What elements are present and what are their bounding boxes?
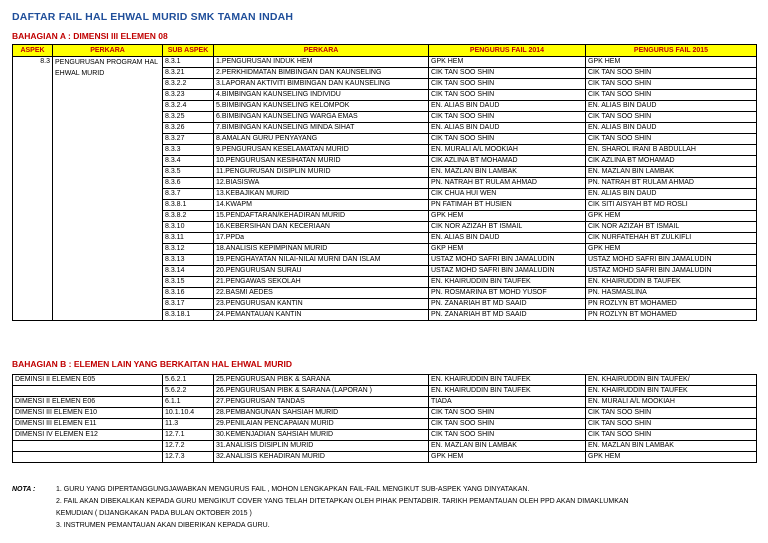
pengurus-2014-cell: USTAZ MOHD SAFRI BIN JAMALUDIN (429, 266, 586, 277)
perkara-detail-cell: 5.BIMBINGAN KAUNSELING KELOMPOK (214, 101, 429, 112)
header-aspek: ASPEK (13, 45, 53, 57)
sub-aspek-cell: 5.6.2.2 (163, 386, 214, 397)
perkara-detail-cell: 21.PENGAWAS SEKOLAH (214, 277, 429, 288)
pengurus-2014-cell: EN. ALIAS BIN DAUD (429, 101, 586, 112)
perkara-detail-cell: 10.PENGURUSAN KESIHATAN MURID (214, 156, 429, 167)
pengurus-2015-cell: USTAZ MOHD SAFRI BIN JAMALUDIN (586, 255, 757, 266)
section-a-rows (13, 57, 757, 321)
pengurus-2015-cell: GPK HEM (586, 452, 757, 463)
pengurus-2015-cell: CIK TAN SOO SHIN (586, 79, 757, 90)
pengurus-2014-cell: GKP HEM (429, 244, 586, 255)
sub-aspek-cell: 8.3.6 (163, 178, 214, 189)
perkara-detail-cell: 12.BIASISWA (214, 178, 429, 189)
sub-aspek-cell: 8.3.10 (163, 222, 214, 233)
perkara-detail-cell: 17.PPDa (214, 233, 429, 244)
perkara-detail-cell: 18.ANALISIS KEPIMPINAN MURID (214, 244, 429, 255)
pengurus-2014-cell: GPK HEM (429, 211, 586, 222)
dimensi-elemen-cell (13, 452, 163, 463)
header-pengurus-2014: PENGURUS FAIL 2014 (429, 45, 586, 57)
pengurus-2014-cell: EN. MAZLAN BIN LAMBAK (429, 167, 586, 178)
section-a-table (12, 44, 757, 321)
pengurus-2015-cell: EN. MAZLAN BIN LAMBAK (586, 167, 757, 178)
sub-aspek-cell: 8.3.4 (163, 156, 214, 167)
perkara-detail-cell: 24.PEMANTAUAN KANTIN (214, 310, 429, 321)
pengurus-2014-cell: EN. MAZLAN BIN LAMBAK (429, 441, 586, 452)
pengurus-2014-cell: EN. ALIAS BIN DAUD (429, 123, 586, 134)
pengurus-2014-cell: CIK TAN SOO SHIN (429, 90, 586, 101)
pengurus-2015-cell: EN. KHAIRUDDIN BIN TAUFEK (586, 386, 757, 397)
table-row (13, 419, 757, 430)
perkara-detail-cell: 27.PENGURUSAN TANDAS (214, 397, 429, 408)
pengurus-2015-cell: CIK TAN SOO SHIN (586, 134, 757, 145)
perkara-detail-cell: 2.PERKHIDMATAN BIMBINGAN DAN KAUNSELING (214, 68, 429, 79)
pengurus-2015-cell: PN ROZLYN BT MOHAMED (586, 299, 757, 310)
sub-aspek-cell: 8.3.1 (163, 57, 214, 68)
sub-aspek-cell: 12.7.3 (163, 452, 214, 463)
header-sub-aspek: SUB ASPEK (163, 45, 214, 57)
perkara-detail-cell: 25.PENGURUSAN PIBK & SARANA (214, 375, 429, 386)
sub-aspek-cell: 8.3.18.1 (163, 310, 214, 321)
perkara-detail-cell: 3.LAPORAN AKTIVITI BIMBINGAN DAN KAUNSELING (214, 79, 429, 90)
table-row (13, 430, 757, 441)
pengurus-2015-cell: EN. MAZLAN BIN LAMBAK (586, 441, 757, 452)
dimensi-elemen-cell (13, 386, 163, 397)
pengurus-2014-cell: PN FATIMAH BT HUSIEN (429, 200, 586, 211)
perkara-detail-cell: 19.PENGHAYATAN NILAI-NILAI MURNI DAN ISLAM (214, 255, 429, 266)
pengurus-2015-cell: EN. MURALI A/L MOOKIAH (586, 397, 757, 408)
table-row (13, 452, 757, 463)
pengurus-2014-cell: TIADA (429, 397, 586, 408)
sub-aspek-cell: 8.3.2.4 (163, 101, 214, 112)
perkara-detail-cell: 6.BIMBINGAN KAUNSELING WARGA EMAS (214, 112, 429, 123)
perkara-detail-cell: 32.ANALISIS KEHADIRAN MURID (214, 452, 429, 463)
sub-aspek-cell: 8.3.3 (163, 145, 214, 156)
notes-list (56, 484, 756, 532)
pengurus-2014-cell: GPK HEM (429, 57, 586, 68)
pengurus-2014-cell: PN. ROSMARINA BT MOHD YUSOF (429, 288, 586, 299)
table-row (13, 57, 757, 68)
section-a-heading: BAHAGIAN A : DIMENSI III ELEMEN 08 (12, 31, 168, 41)
dimensi-elemen-cell: DIMENSI IV ELEMEN E12 (13, 430, 163, 441)
pengurus-2015-cell: PN ROZLYN BT MOHAMED (586, 310, 757, 321)
table-header-row (13, 45, 757, 57)
header-pengurus-2015: PENGURUS FAIL 2015 (586, 45, 757, 57)
perkara-detail-cell: 16.KEBERSIHAN DAN KECERIAAN (214, 222, 429, 233)
sub-aspek-cell: 11.3 (163, 419, 214, 430)
note-item: 2. FAIL AKAN DIBEKALKAN KEPADA GURU MENGIKUT COVER YANG TELAH DITETAPKAN OLEH PIHAK PENTADBIR. TARIKH PEMANTAUAN OLEH PPD AKAN DIMAKLUMKAN (56, 498, 629, 505)
table-row (13, 408, 757, 419)
perkara-detail-cell: 14.KWAPM (214, 200, 429, 211)
pengurus-2014-cell: EN. KHAIRUDDIN BIN TAUFEK (429, 277, 586, 288)
sub-aspek-cell: 8.3.7 (163, 189, 214, 200)
note-item: 1. GURU YANG DIPERTANGGUNGJAWABKAN MENGURUS FAIL , MOHON LENGKAPKAN FAIL-FAIL MENGIKUT SUB-ASPEK YANG DINYATAKAN. (56, 486, 530, 493)
sub-aspek-cell: 8.3.23 (163, 90, 214, 101)
note-item: KEMUDIAN ( DIJANGKAKAN PADA BULAN OKTOBER 2015 ) (56, 510, 252, 517)
perkara-detail-cell: 8.AMALAN GURU PENYAYANG (214, 134, 429, 145)
pengurus-2014-cell: CIK TAN SOO SHIN (429, 408, 586, 419)
pengurus-2015-cell: CIK TAN SOO SHIN (586, 430, 757, 441)
pengurus-2014-cell: EN. KHAIRUDDIN BIN TAUFEK (429, 375, 586, 386)
perkara-detail-cell: 23.PENGURUSAN KANTIN (214, 299, 429, 310)
header-perkara: PERKARA (53, 45, 163, 57)
perkara-detail-cell: 30.KEMENJADIAN SAHSIAH MURID (214, 430, 429, 441)
pengurus-2015-cell: CIK NOR AZIZAH BT ISMAIL (586, 222, 757, 233)
pengurus-2014-cell: USTAZ MOHD SAFRI BIN JAMALUDIN (429, 255, 586, 266)
document-title: DAFTAR FAIL HAL EHWAL MURID SMK TAMAN INDAH (12, 11, 294, 23)
sub-aspek-cell: 8.3.5 (163, 167, 214, 178)
pengurus-2014-cell: PN. ZANARIAH BT MD SAAID (429, 310, 586, 321)
pengurus-2015-cell: PN. HASMASLINA (586, 288, 757, 299)
sub-aspek-cell: 8.3.8.2 (163, 211, 214, 222)
dimensi-elemen-cell: DEMINSI II ELEMEN E05 (13, 375, 163, 386)
sub-aspek-cell: 8.3.11 (163, 233, 214, 244)
pengurus-2015-cell: CIK TAN SOO SHIN (586, 112, 757, 123)
sub-aspek-cell: 8.3.25 (163, 112, 214, 123)
pengurus-2015-cell: EN. SHAROL IRANI B ABDULLAH (586, 145, 757, 156)
pengurus-2015-cell: CIK TAN SOO SHIN (586, 68, 757, 79)
pengurus-2015-cell: EN. ALIAS BIN DAUD (586, 123, 757, 134)
pengurus-2015-cell: PN. NATRAH BT RULAM AHMAD (586, 178, 757, 189)
perkara-detail-cell: 13.KEBAJIKAN MURID (214, 189, 429, 200)
notes-label: NOTA : (12, 486, 36, 493)
sub-aspek-cell: 8.3.17 (163, 299, 214, 310)
pengurus-2015-cell: EN. ALIAS BIN DAUD (586, 189, 757, 200)
pengurus-2014-cell: CIK TAN SOO SHIN (429, 419, 586, 430)
sub-aspek-cell: 8.3.14 (163, 266, 214, 277)
aspek-cell: 8.3 (13, 57, 53, 321)
pengurus-2014-cell: CIK NOR AZIZAH BT ISMAIL (429, 222, 586, 233)
perkara-detail-cell: 9.PENGURUSAN KESELAMATAN MURID (214, 145, 429, 156)
sub-aspek-cell: 8.3.27 (163, 134, 214, 145)
pengurus-2015-cell: EN. ALIAS BIN DAUD (586, 101, 757, 112)
pengurus-2015-cell: GPK HEM (586, 244, 757, 255)
pengurus-2015-cell: EN. KHAIRUDDIN B TAUFEK (586, 277, 757, 288)
pengurus-2015-cell: CIK TAN SOO SHIN (586, 408, 757, 419)
dimensi-elemen-cell: DIMENSI III ELEMEN E11 (13, 419, 163, 430)
sub-aspek-cell: 8.3.12 (163, 244, 214, 255)
section-b-heading: BAHAGIAN B : ELEMEN LAIN YANG BERKAITAN HAL EHWAL MURID (12, 359, 293, 369)
table-row (13, 386, 757, 397)
sub-aspek-cell: 8.3.21 (163, 68, 214, 79)
sub-aspek-cell: 8.3.26 (163, 123, 214, 134)
note-item: 3. INSTRUMEN PEMANTAUAN AKAN DIBERIKAN KEPADA GURU. (56, 522, 270, 529)
dimensi-elemen-cell: DIMENSI II ELEMEN E06 (13, 397, 163, 408)
sub-aspek-cell: 8.3.2.2 (163, 79, 214, 90)
section-b-rows (13, 375, 757, 463)
pengurus-2015-cell: USTAZ MOHD SAFRI BIN JAMALUDIN (586, 266, 757, 277)
pengurus-2015-cell: CIK AZLINA BT MOHAMAD (586, 156, 757, 167)
perkara-detail-cell: 31.ANALISIS DISIPLIN MURID (214, 441, 429, 452)
pengurus-2014-cell: CIK CHUA HUI WEN (429, 189, 586, 200)
pengurus-2014-cell: PN. NATRAH BT RULAM AHMAD (429, 178, 586, 189)
pengurus-2015-cell: CIK TAN SOO SHIN (586, 419, 757, 430)
pengurus-2014-cell: CIK AZLINA BT MOHAMAD (429, 156, 586, 167)
perkara-detail-cell: 7.BIMBINGAN KAUNSELING MINDA SIHAT (214, 123, 429, 134)
pengurus-2014-cell: EN. KHAIRUDDIN BIN TAUFEK (429, 386, 586, 397)
sub-aspek-cell: 5.6.2.1 (163, 375, 214, 386)
perkara-detail-cell: 15.PENDAFTARAN/KEHADIRAN MURID (214, 211, 429, 222)
dimensi-elemen-cell: DIMENSI III ELEMEN E10 (13, 408, 163, 419)
perkara-detail-cell: 4.BIMBINGAN KAUNSELING INDIVIDU (214, 90, 429, 101)
pengurus-2015-cell: CIK NURFATEHAH BT ZULKIFLI (586, 233, 757, 244)
perkara-detail-cell: 26.PENGURUSAN PIBK & SARANA (LAPORAN ) (214, 386, 429, 397)
pengurus-2014-cell: CIK TAN SOO SHIN (429, 134, 586, 145)
header-perkara-detail: PERKARA (214, 45, 429, 57)
table-row (13, 397, 757, 408)
pengurus-2014-cell: CIK TAN SOO SHIN (429, 68, 586, 79)
pengurus-2014-cell: CIK TAN SOO SHIN (429, 430, 586, 441)
sub-aspek-cell: 6.1.1 (163, 397, 214, 408)
sub-aspek-cell: 8.3.15 (163, 277, 214, 288)
pengurus-2015-cell: EN. KHAIRUDDIN BIN TAUFEK/ (586, 375, 757, 386)
perkara-detail-cell: 11.PENGURUSAN DISIPLIN MURID (214, 167, 429, 178)
perkara-main-cell: PENGURUSAN PROGRAM HAL EHWAL MURID (53, 57, 163, 321)
pengurus-2014-cell: EN. ALIAS BIN DAUD (429, 233, 586, 244)
sub-aspek-cell: 10.1.10.4 (163, 408, 214, 419)
perkara-detail-cell: 28.PEMBANGUNAN SAHSIAH MURID (214, 408, 429, 419)
dimensi-elemen-cell (13, 441, 163, 452)
perkara-detail-cell: 1.PENGURUSAN INDUK HEM (214, 57, 429, 68)
pengurus-2015-cell: CIK TAN SOO SHIN (586, 90, 757, 101)
section-b-table (12, 374, 757, 463)
sub-aspek-cell: 8.3.13 (163, 255, 214, 266)
pengurus-2014-cell: PN. ZANARIAH BT MD SAAID (429, 299, 586, 310)
pengurus-2015-cell: GPK HEM (586, 57, 757, 68)
sub-aspek-cell: 8.3.8.1 (163, 200, 214, 211)
perkara-detail-cell: 22.BASMI AEDES (214, 288, 429, 299)
table-row (13, 441, 757, 452)
sub-aspek-cell: 12.7.2 (163, 441, 214, 452)
sub-aspek-cell: 8.3.16 (163, 288, 214, 299)
perkara-detail-cell: 20.PENGURUSAN SURAU (214, 266, 429, 277)
pengurus-2014-cell: EN. MURALI A/L MOOKIAH (429, 145, 586, 156)
perkara-detail-cell: 29.PENILAIAN PENCAPAIAN MURID (214, 419, 429, 430)
pengurus-2015-cell: CIK SITI AISYAH BT MD ROSLI (586, 200, 757, 211)
pengurus-2014-cell: GPK HEM (429, 452, 586, 463)
pengurus-2014-cell: CIK TAN SOO SHIN (429, 79, 586, 90)
pengurus-2015-cell: GPK HEM (586, 211, 757, 222)
sub-aspek-cell: 12.7.1 (163, 430, 214, 441)
table-row (13, 375, 757, 386)
pengurus-2014-cell: CIK TAN SOO SHIN (429, 112, 586, 123)
